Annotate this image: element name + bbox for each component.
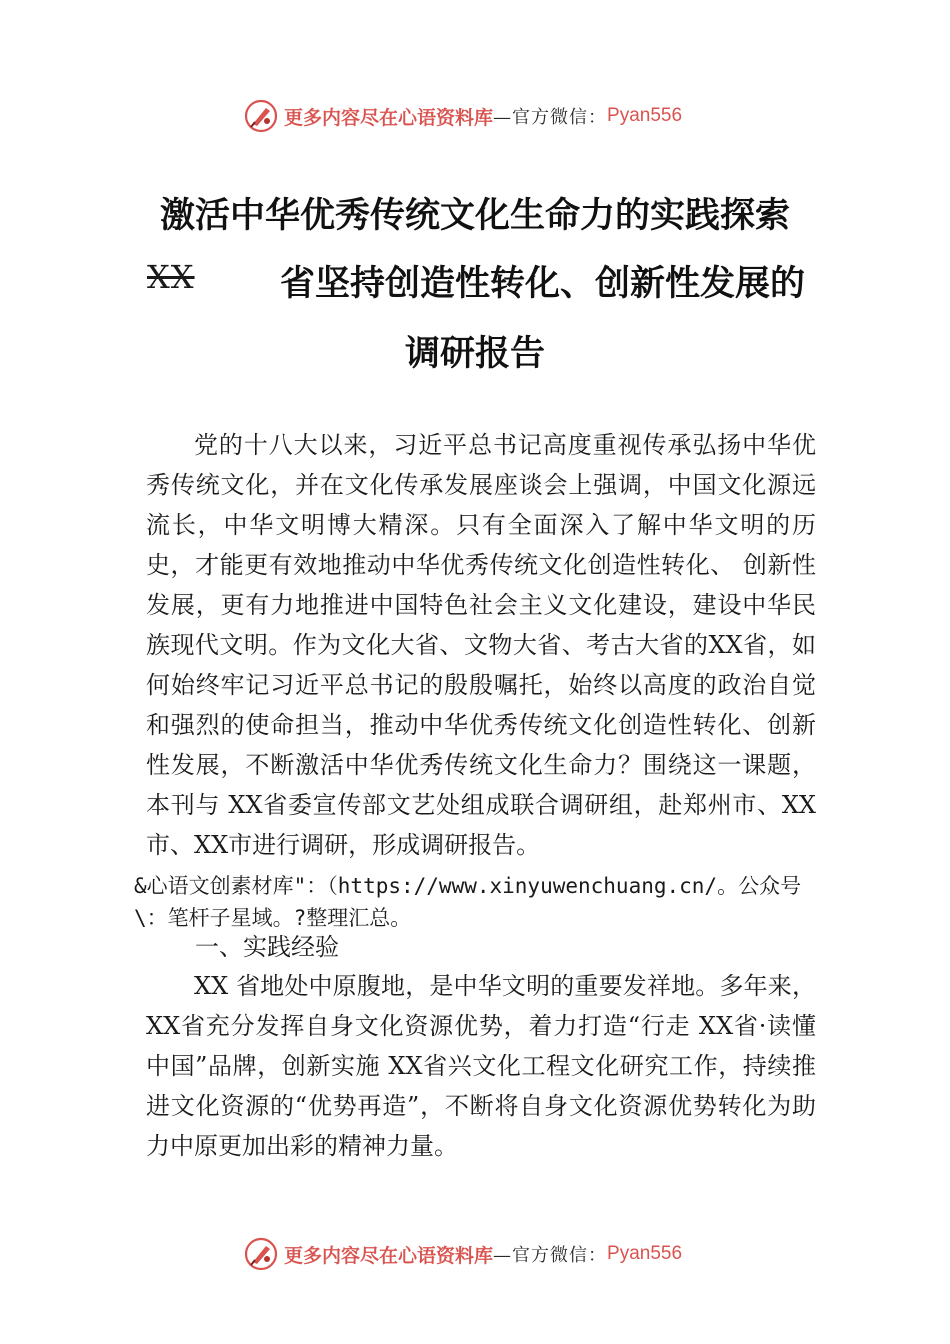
quill-pen-logo-icon — [244, 99, 278, 133]
source-note: &心语文创素材库"：（https://www.xinyuwenchuang.cn/。公众号\：笔杆子星域。?整理汇总。 — [134, 874, 802, 930]
banner-main-text: 更多内容尽在心语资料库 — [284, 1244, 494, 1267]
document-title-line-3: 调研报告 — [404, 333, 545, 374]
document-title-line-1: 激活中华优秀传统文化生命力的实践探索 — [159, 195, 790, 236]
banner-sub-text: —官方微信： — [493, 1245, 608, 1266]
body-paragraph-1: 党的十八大以来，习近平总书记高度重视传承弘扬中华优秀传统文化，并在文化传承发展座谈会上强调，中国文化源远流长，中华文明博大精深。只有全面深入了解中华文明的历史，才能更有效地推动中华优秀传统文化创造性转化、 创新性发展，更有力地推进中国特色社会主义文化建设，建设中华民族现代文明。作为文化大省、文物大省、考古大省的XX省，如何始终牢记习近平总书记的殷殷嘱托，始终以高度的政治自觉和强烈的使命担当，推动中华优秀传统文化创造性转化、创新性发展，不断激活中华优秀传统文化生命力？围绕这一课题，本刊与 XX省委宣传部文艺处组成联合调研组，赴郑州市、XX市、XX市进行调研，形成调研报告。 — [146, 431, 816, 859]
body-paragraph-2: XX 省地处中原腹地，是中华文明的重要发祥地。多年来，XX省充分发挥自身文化资源优势，着力打造“行走 XX省·读懂中国”品牌，创新实施 XX省兴文化工程文化研究工作，持续推进文化资源的“优势再造”，不断将自身文化资源优势转化为助力中原更加出彩的精神力量。 — [146, 972, 816, 1160]
banner-sub-text: —官方微信： — [493, 107, 608, 128]
banner-wechat-id: Pyan556 — [607, 105, 683, 126]
banner-main-text: 更多内容尽在心语资料库 — [284, 106, 494, 129]
section-heading: 一、实践经验 — [195, 933, 339, 961]
quill-pen-logo-icon — [244, 1237, 278, 1271]
title-line-2-text: 省坚持创造性转化、创新性发展的 — [280, 263, 806, 304]
banner-wechat-id: Pyan556 — [607, 1243, 683, 1264]
footer-watermark-banner — [0, 1232, 950, 1276]
header-watermark-banner — [0, 94, 950, 138]
title-struck-prefix: XX — [147, 258, 195, 296]
